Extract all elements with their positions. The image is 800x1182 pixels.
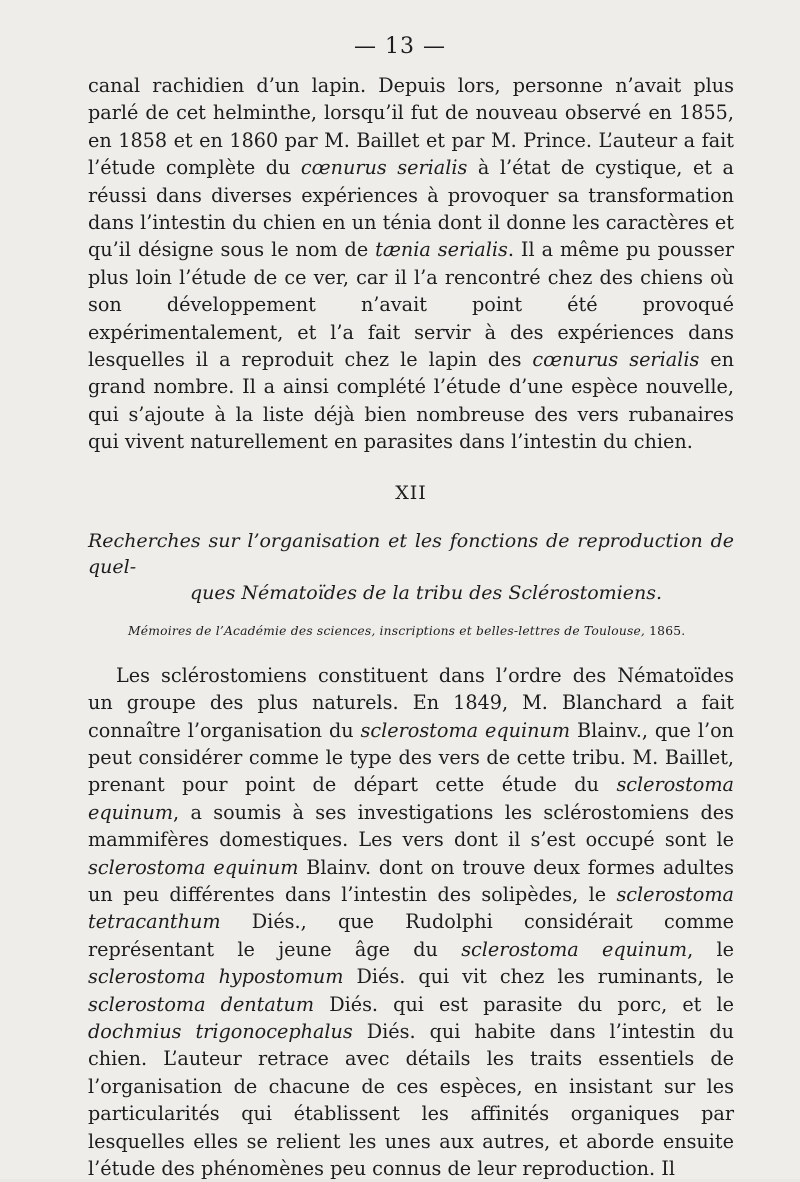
citation-year: 1865. [649, 623, 686, 638]
text-run: , le [687, 937, 734, 961]
source-citation [128, 624, 734, 638]
text-run: , a soumis à ses investigations les sclérostomiens des mammifères domestiques. Les vers dont il s’est occupé sont le [88, 800, 734, 852]
species-name: sclerostoma dentatum [88, 992, 315, 1016]
text-run: Diés. qui est parasite du porc, et le [314, 992, 734, 1016]
species-name: sclerostoma equinum [88, 855, 299, 879]
species-name: tænia serialis [375, 238, 508, 262]
section-title-line: ques Nématoïdes de la tribu des Sclérostomiens. [190, 581, 663, 604]
text-run: Diés., que Rudolphi considérait comme représentant le jeune âge du [88, 910, 734, 961]
page-number: — 13 — [354, 34, 446, 59]
citation-text: Mémoires de l’Académie des sciences, inscriptions et belles-lettres de Toulouse, [128, 623, 646, 638]
species-name: cœnurus serialis [532, 348, 700, 372]
species-name: sclerostoma equinum [360, 718, 571, 742]
text-run: Diés. qui vit chez les ruminants, le [343, 965, 734, 989]
paragraph-2 [88, 662, 734, 1182]
text-body [88, 72, 734, 1182]
paragraph-1 [88, 72, 734, 456]
text-run: à l’état de cystique, et a réussi dans diverses expériences à provoquer sa transformation dans l’intestin du chien en un ténia dont il donne les caractères et qu’il désigne sous le nom de [88, 156, 734, 262]
section-title [88, 528, 734, 606]
text-run: Blainv., que l’on peut considérer comme le type des vers de cette tribu. M. Baillet, prenant pour point de départ cette étude du [88, 718, 734, 797]
section-title-line: Recherches sur l’organisation et les fonctions de reproduction de quel- [88, 529, 734, 578]
species-name: cœnurus serialis [300, 156, 468, 180]
section-number: XII [395, 481, 427, 504]
species-name: sclerostoma tetracanthum [88, 882, 734, 934]
species-name: sclerostoma equinum [461, 937, 688, 961]
text-run: Les sclérostomiens constituent dans l’ordre des Nématoïdes un groupe des plus naturels. En 1849, M. Blanchard a fait connaître l’organisation du [88, 663, 734, 742]
text-run: canal rachidien d’un lapin. Depuis lors, personne n’avait plus parlé de cet helminthe, lorsqu’il fut de nouveau observé en 1855, en 1858 et en 1860 par M. Baillet et par M. Prince. L’auteur a fait l’étude complète du [88, 74, 734, 180]
species-name: dochmius trigonocephalus [88, 1019, 353, 1043]
text-run: Blainv. dont on trouve deux formes adultes un peu différentes dans l’intestin des solipèdes, le [88, 855, 734, 906]
species-name: sclerostoma hypostomum [88, 965, 344, 989]
text-run: en grand nombre. Il a ainsi complété l’étude d’une espèce nouvelle, qui s’ajoute à la liste déjà bien nombreuse des vers rubanaires qui vivent naturellement en parasites dans l’intestin du chien. [88, 348, 735, 454]
species-name: sclerostoma equinum [88, 773, 734, 824]
text-run: . Il a même pu pousser plus loin l’étude de ce ver, car il l’a rencontré chez des chiens où son développement n’avait point été provoqué expérimentalement, et l’a fait servir à des expériences dans lesquelles il a reproduit chez le lapin des [88, 238, 734, 372]
text-run: Diés. qui habite dans l’intestin du chien. L’auteur retrace avec détails les traits essentiels de l’organisation de chacune de ces espèces, en insistant sur les particularités qui établissent les affinités organiques par lesquelles elles se relient les unes aux autres, et aborde ensuite l’étude des phénomènes peu connus de leur reproduction. Il [88, 1019, 735, 1180]
